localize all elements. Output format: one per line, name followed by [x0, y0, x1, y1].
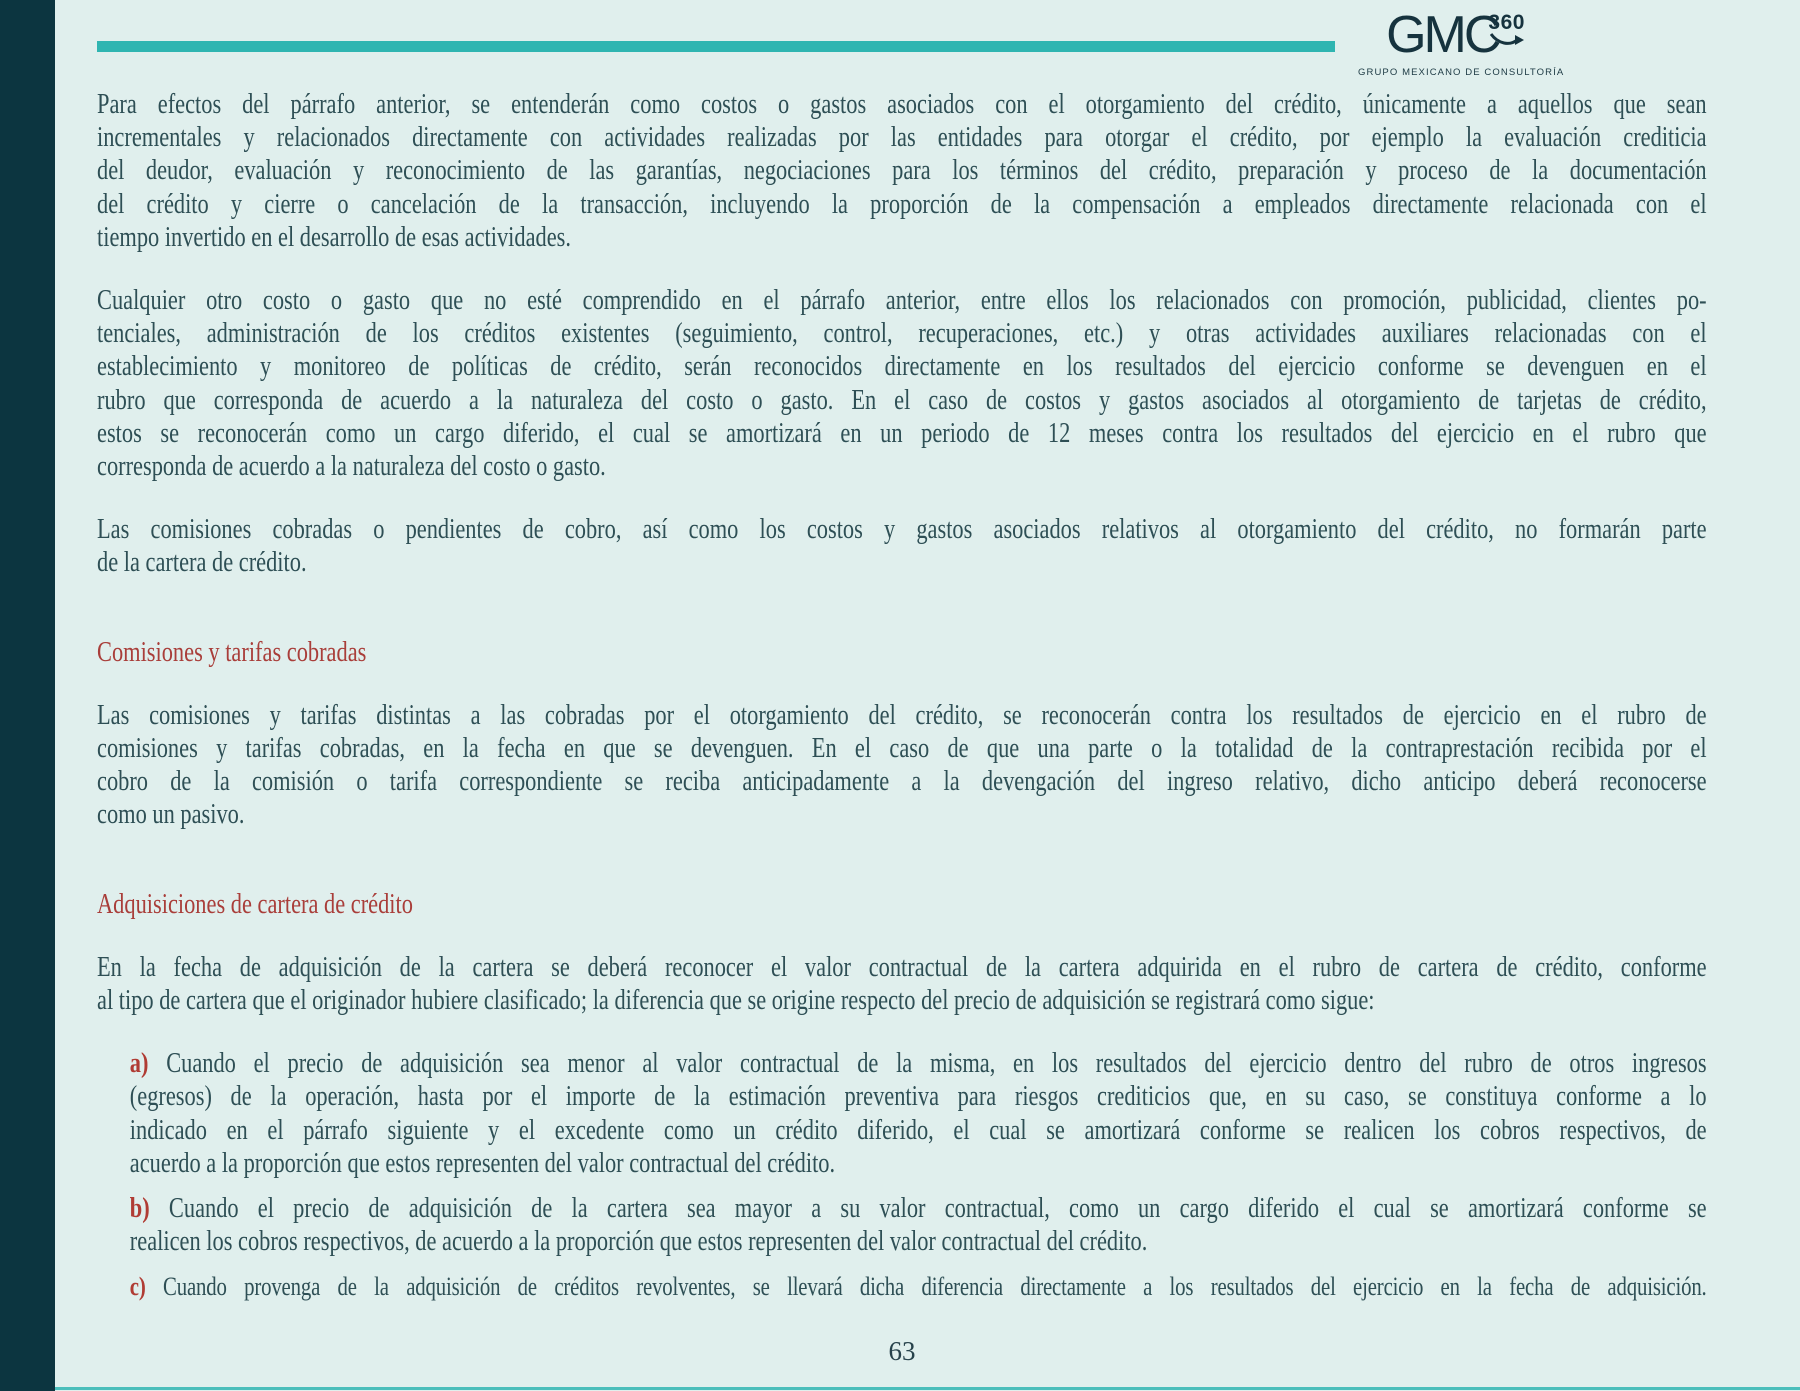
logo-badge [1488, 13, 1525, 46]
text-line: En la fecha de adquisición de la cartera se deberá reconocer el valor contractual de la cartera adquirida en el rubro de cartera de crédito, conforme [97, 951, 1707, 983]
text-line: al tipo de cartera que el originador hubiere clasificado; la diferencia que se origine respecto del precio de adquisición se registrará como sigue: [97, 985, 1375, 1017]
text-line: incrementales y relacionados directamente con actividades realizadas por las entidades para otorgar el crédito, por ejemplo la evaluación crediticia [97, 122, 1707, 154]
text-line: como un pasivo. [97, 799, 245, 831]
text-line: Las comisiones y tarifas distintas a las cobradas por el otorgamiento del crédito, se reconocerán contra los resultados de ejercicio en el rubro de [97, 699, 1707, 731]
text-line: acuerdo a la proporción que estos representen del valor contractual del crédito. [129, 1147, 836, 1179]
left-edge-band [0, 0, 55, 1391]
logo-wordmark [1358, 6, 1553, 64]
list-marker: c) [129, 1272, 146, 1302]
text-line: realicen los cobros respectivos, de acuerdo a la proporción que estos representen del valor contractual del crédito. [129, 1226, 1148, 1258]
footer-accent-line [55, 1387, 1800, 1390]
text-line: cobro de la comisión o tarifa correspondiente se reciba anticipadamente a la devengación del ingreso relativo, dicho anticipo deberá reconocerse [97, 766, 1707, 798]
logo-tagline: GRUPO MEXICANO DE CONSULTORÍA [1358, 67, 1565, 78]
text-line: Cualquier otro costo o gasto que no esté comprendido en el párrafo anterior, entre ellos los relacionados con promoción, publicidad, clientes po- [97, 285, 1707, 317]
logo-arrow-icon [1490, 33, 1524, 46]
text-line: corresponda de acuerdo a la naturaleza del costo o gasto. [97, 451, 606, 483]
text-line: a) Cuando el precio de adquisición sea menor al valor contractual de la misma, en los resultados del ejercicio dentro del rubro de otros ingresos [129, 1048, 1707, 1080]
paragraph [97, 88, 1707, 254]
section-heading: Adquisiciones de cartera de crédito [97, 888, 413, 920]
text-line: (egresos) de la operación, hasta por el importe de la estimación preventiva para riesgos crediticios que, en su caso, se constituya conforme a lo [129, 1081, 1707, 1113]
text-line: establecimiento y monitoreo de políticas de crédito, serán reconocidos directamente en los resultados del ejercicio conforme se devenguen en el [97, 351, 1707, 383]
text-line: del crédito y cierre o cancelación de la transacción, incluyendo la proporción de la compensación a empleados directamente relacionada con el [97, 188, 1707, 220]
text-line: Para efectos del párrafo anterior, se entenderán como costos o gastos asociados con el otorgamiento del crédito, únicamente a aquellos que sean [97, 89, 1707, 120]
document-body [97, 88, 1707, 1316]
text-line: indicado en el párrafo siguiente y el excedente como un crédito diferido, el cual se amortizará conforme se realicen los cobros respectivos, de [129, 1114, 1707, 1146]
paragraph [97, 951, 1707, 1017]
header-accent-bar [97, 41, 1335, 52]
paragraph [97, 699, 1707, 832]
logo-text: GMC [1386, 6, 1499, 64]
paragraph [97, 284, 1707, 483]
text-line: estos se reconocerán como un cargo diferido, el cual se amortizará en un periodo de 12 meses contra los resultados del ejercicio en el rubro que [97, 417, 1707, 449]
list-item [130, 1192, 1707, 1258]
logo-badge-360: 360 [1488, 11, 1525, 34]
paragraph [97, 513, 1707, 579]
text-line: de la cartera de crédito. [97, 547, 307, 579]
text-line: tiempo invertido en el desarrollo de esas actividades. [97, 221, 571, 253]
section-heading: Comisiones y tarifas cobradas [97, 636, 367, 668]
company-logo [1358, 6, 1565, 78]
text-line: comisiones y tarifas cobradas, en la fecha en que se devenguen. En el caso de que una parte o la totalidad de la contraprestación recibida por el [97, 733, 1707, 765]
text-line: c) Cuando provenga de la adquisición de créditos revolventes, se llevará dicha diferencia directamente a los resultados del ejercicio en la fecha de adquisición. [129, 1272, 1707, 1302]
text-line: rubro que corresponda de acuerdo a la naturaleza del costo o gasto. En el caso de costos y gastos asociados al otorgamiento de tarjetas de crédito, [97, 384, 1707, 416]
text-line: tenciales, administración de los créditos existentes (seguimiento, control, recuperaciones, etc.) y otras actividades auxiliares relacionadas con el [97, 318, 1707, 350]
list-marker: b) [129, 1193, 150, 1225]
text-line: del deudor, evaluación y reconocimiento de las garantías, negociaciones para los términos del crédito, preparación y proceso de la documentación [97, 155, 1707, 187]
text-line: Las comisiones cobradas o pendientes de cobro, así como los costos y gastos asociados relativos al otorgamiento del crédito, no formarán parte [97, 514, 1707, 546]
text-line: b) Cuando el precio de adquisición de la cartera sea mayor a su valor contractual, como un cargo diferido el cual se amortizará conforme se [129, 1193, 1707, 1225]
list-item [130, 1270, 1707, 1303]
list-marker: a) [129, 1048, 149, 1080]
list-item [130, 1047, 1707, 1180]
page-number: 63 [888, 1336, 916, 1366]
